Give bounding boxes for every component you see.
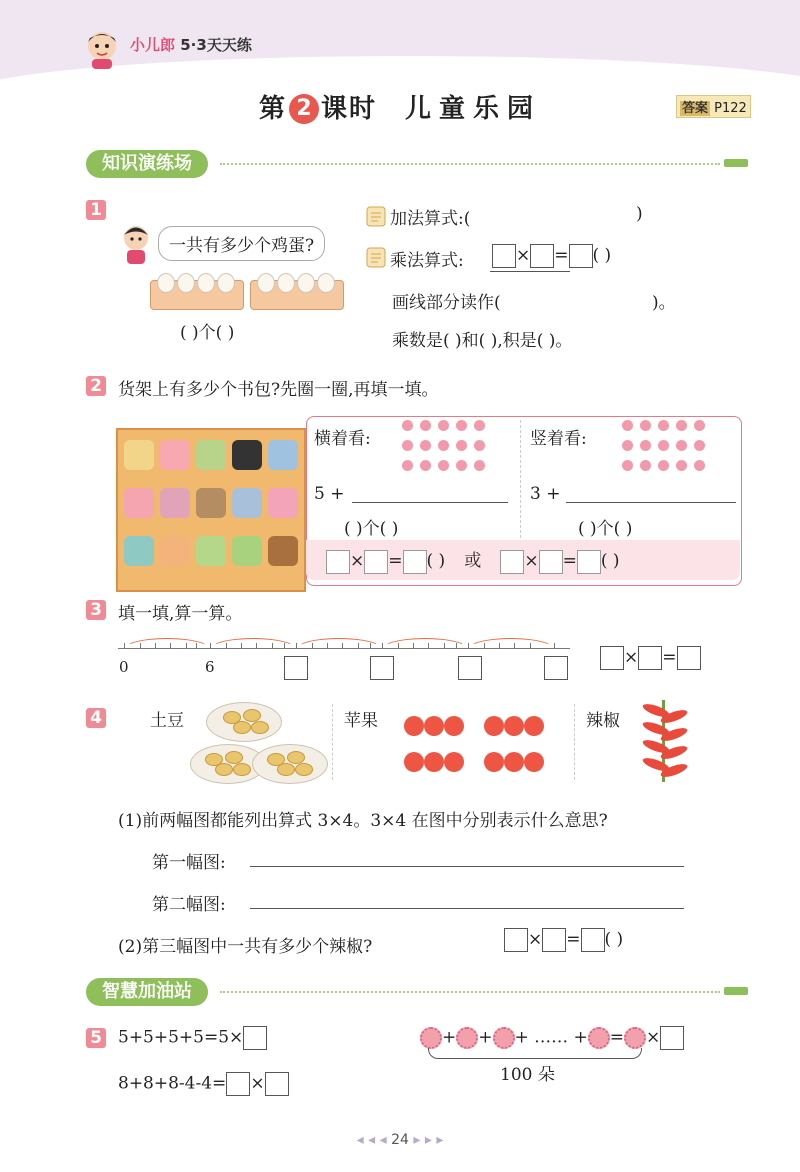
addition-label: 加法算式:( xyxy=(390,209,471,229)
read-as-close: )。 xyxy=(652,293,676,313)
plus-sign: + xyxy=(442,1027,457,1048)
underline-mark xyxy=(490,271,570,272)
answer-reference[interactable] xyxy=(676,95,751,118)
answer-box[interactable] xyxy=(569,244,593,268)
flower-icon xyxy=(588,1027,610,1049)
fill-blank-text[interactable]: ( )个( ) xyxy=(180,323,235,343)
answer-paren[interactable]: ( ) xyxy=(600,551,620,571)
answer-paren[interactable]: ( ) xyxy=(426,551,446,571)
answer-box[interactable] xyxy=(326,550,350,574)
brand-logo xyxy=(130,34,252,55)
kid-mascot-icon xyxy=(80,26,124,70)
horizontal-look-label: 横着看: xyxy=(314,429,371,449)
answer-box[interactable] xyxy=(542,928,566,952)
equation-row xyxy=(326,546,620,574)
answer-line[interactable] xyxy=(250,866,684,867)
equals-sign: = xyxy=(566,929,581,950)
notepad-icon xyxy=(366,205,386,227)
section-practice: 知识演练场 xyxy=(86,150,208,178)
answer-box[interactable] xyxy=(492,244,516,268)
plus-sign: + xyxy=(478,1027,493,1048)
answer-box[interactable] xyxy=(577,550,601,574)
fill-blank-text[interactable]: ( )个( ) xyxy=(578,519,633,539)
times-sign: × xyxy=(624,647,639,668)
answer-box[interactable] xyxy=(544,656,568,680)
lesson-suffix: 课时 xyxy=(320,94,377,124)
addition-answer-space[interactable] xyxy=(492,226,632,227)
answer-box[interactable] xyxy=(226,1072,250,1096)
equals-sign: = xyxy=(609,1027,625,1048)
sub-question-2: (2)第三幅图中一共有多少个辣椒? xyxy=(118,937,373,957)
answer-box[interactable] xyxy=(243,1026,267,1050)
answer-box[interactable] xyxy=(581,928,605,952)
equals-sign: = xyxy=(562,551,577,571)
equals-sign: = xyxy=(554,245,569,266)
answer-box[interactable] xyxy=(600,646,624,670)
egg-tray xyxy=(150,280,244,310)
question-prompt: 填一填,算一算。 xyxy=(118,604,243,624)
times-sign: × xyxy=(524,551,539,571)
pepper-bunch xyxy=(640,700,690,784)
brand-name: 小儿郎 xyxy=(130,36,176,54)
vertical-expression-start: 3 + xyxy=(530,484,561,504)
apple-skewer xyxy=(478,752,552,776)
fill-blank-text[interactable]: ( )个( ) xyxy=(344,519,399,539)
question-number: 1 xyxy=(86,200,106,220)
potato-bowl xyxy=(206,702,282,742)
expression-2 xyxy=(118,1072,289,1096)
flower-icon xyxy=(624,1027,646,1049)
answer-box[interactable] xyxy=(660,1026,684,1050)
potato-bowl xyxy=(252,744,328,784)
answer-paren[interactable]: ( ) xyxy=(604,929,624,950)
second-picture-label: 第二幅图: xyxy=(152,895,226,915)
left-arrows-icon: ◂ ◂ ◂ xyxy=(356,1132,387,1148)
times-sign: × xyxy=(516,245,531,266)
ellipsis-plus: + …… + xyxy=(514,1027,588,1048)
times-sign: × xyxy=(350,551,365,571)
kid-icon xyxy=(118,222,154,266)
apple-skewer xyxy=(398,716,472,740)
flower-expression xyxy=(420,1026,684,1050)
tick-label: 0 xyxy=(119,658,129,676)
section-divider xyxy=(220,163,720,165)
jump-arc xyxy=(124,638,210,660)
pencil-icon xyxy=(724,159,748,167)
lesson-subtitle: 儿童乐园 xyxy=(405,94,542,124)
header-wave xyxy=(0,56,800,226)
question-number: 5 xyxy=(86,1028,106,1048)
answer-box[interactable] xyxy=(504,928,528,952)
answer-box[interactable] xyxy=(677,646,701,670)
equals-sign: = xyxy=(662,647,677,668)
multiplication-label: 乘法算式: xyxy=(390,251,464,271)
expression-text: 5+5+5+5=5× xyxy=(118,1027,244,1048)
count-label: 100 朵 xyxy=(500,1065,555,1085)
answer-box[interactable] xyxy=(530,244,554,268)
question-number: 4 xyxy=(86,708,106,728)
picture-divider xyxy=(332,704,333,780)
answer-box[interactable] xyxy=(265,1072,289,1096)
expression-text: 8+8+8-4-4= xyxy=(118,1073,227,1094)
dot-array-vertical xyxy=(620,420,700,474)
answer-box[interactable] xyxy=(370,656,394,680)
page-number: 24 xyxy=(391,1132,409,1148)
frame-divider xyxy=(520,420,521,538)
flower-icon xyxy=(456,1027,478,1049)
answer-box[interactable] xyxy=(364,550,388,574)
horizontal-expression-start: 5 + xyxy=(314,484,345,504)
jump-arc xyxy=(382,638,468,660)
answer-paren[interactable]: ( ) xyxy=(592,245,612,266)
question-number: 2 xyxy=(86,376,106,396)
answer-box[interactable] xyxy=(458,656,482,680)
factors-product-text[interactable]: 乘数是( )和( ),积是( )。 xyxy=(392,331,573,351)
picture-divider xyxy=(574,704,575,780)
question-number: 3 xyxy=(86,600,106,620)
lesson-number-badge: 2 xyxy=(289,94,319,124)
answer-line[interactable] xyxy=(250,908,684,909)
brace xyxy=(428,1048,642,1059)
notepad-icon xyxy=(366,246,386,268)
question-prompt: 货架上有多少个书包?先圈一圈,再填一填。 xyxy=(118,380,439,400)
apple-skewer xyxy=(478,716,552,740)
sub-question-1: (1)前两幅图都能列出算式 3×4。3×4 在图中分别表示什么意思? xyxy=(118,811,608,831)
answer-box[interactable] xyxy=(539,550,563,574)
page-footer xyxy=(0,1132,800,1148)
vertical-look-label: 竖着看: xyxy=(530,429,587,449)
brand-series: 5·3天天练 xyxy=(180,36,252,54)
pepper-label: 辣椒 xyxy=(586,711,620,731)
answer-box[interactable] xyxy=(500,550,524,574)
potato-label: 土豆 xyxy=(150,711,184,731)
answer-line[interactable] xyxy=(566,502,736,503)
first-picture-label: 第一幅图: xyxy=(152,853,226,873)
times-sign: × xyxy=(528,929,543,950)
multiplication-equation xyxy=(600,646,701,670)
right-arrows-icon: ▸ ▸ ▸ xyxy=(413,1132,444,1148)
answer-box[interactable] xyxy=(638,646,662,670)
answer-label: 答案 xyxy=(682,101,709,116)
tick-label: 6 xyxy=(205,658,215,676)
or-word: 或 xyxy=(464,551,482,571)
pencil-icon xyxy=(724,987,748,995)
addition-close: ) xyxy=(636,204,643,224)
answer-box[interactable] xyxy=(403,550,427,574)
section-divider xyxy=(220,991,720,993)
multiplication-equation xyxy=(492,244,611,268)
flower-icon xyxy=(420,1027,442,1049)
flower-icon xyxy=(493,1027,515,1049)
read-as-label: 画线部分读作( xyxy=(392,293,501,313)
question-bubble: 一共有多少个鸡蛋? xyxy=(158,226,325,261)
bag-shelf-image xyxy=(116,428,306,592)
lesson-prefix: 第 xyxy=(258,94,287,124)
answer-box[interactable] xyxy=(284,656,308,680)
egg-tray xyxy=(250,280,344,310)
apple-label: 苹果 xyxy=(344,711,378,731)
equals-sign: = xyxy=(388,551,403,571)
answer-line[interactable] xyxy=(352,502,508,503)
dot-array-horizontal xyxy=(400,420,480,474)
section-wisdom: 智慧加油站 xyxy=(86,978,208,1006)
multiplication-equation xyxy=(504,928,623,952)
answer-page: P122 xyxy=(714,101,747,116)
expression-1 xyxy=(118,1026,267,1050)
apple-skewer xyxy=(398,752,472,776)
times-sign: × xyxy=(646,1027,661,1048)
times-sign: × xyxy=(250,1073,265,1094)
